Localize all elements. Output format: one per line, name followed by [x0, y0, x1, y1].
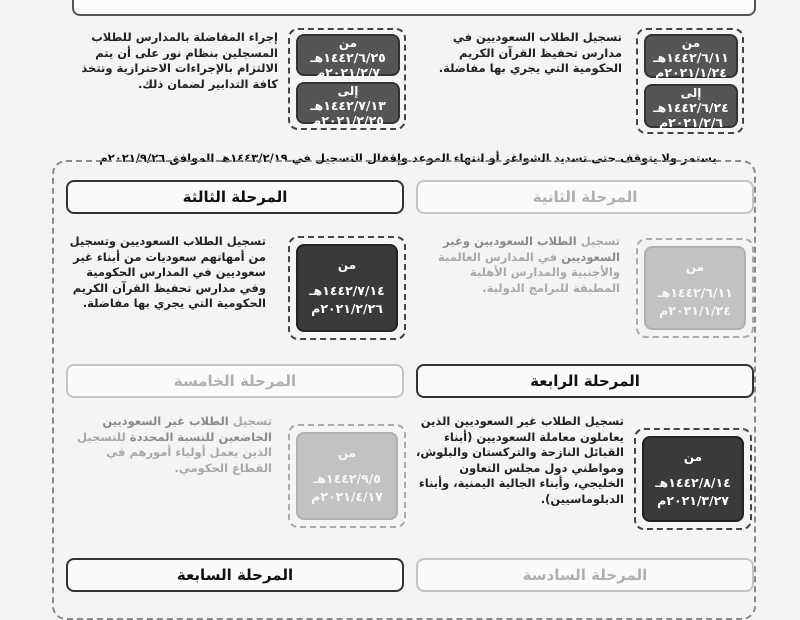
from-date: ١٤٤٢/٦/١١هـ ٢٠٢١/١/٢٤م [657, 285, 733, 318]
phase-fourth-date-box [642, 436, 744, 522]
from-date: ١٤٤٢/٦/١١هـ ٢٠٢١/١/٢٤م [653, 50, 729, 80]
phase-third-date-box [296, 244, 398, 332]
phase-fourth-text: تسجيل الطلاب غير السعوديين الذين يعاملون معاملة السعوديين (أبناء القبائل النازحة والتركستان والبلوش، ومواطني دول مجلس التعاون الخليجي، وأبناء الجالية اليمنية، وأبناء الدبلوماسيين). [415, 414, 624, 506]
top-right-text: تسجيل الطلاب السعوديين في مدارس تحفيظ القرآن الكريم الحكومية التي يجري بها مفاضلة. [438, 30, 622, 75]
top-left-from-box [296, 34, 400, 80]
top-right-to-box [644, 84, 738, 128]
from-label: من [685, 260, 705, 274]
text-lead: تسجيل [232, 414, 272, 428]
from-label: من [681, 36, 701, 50]
from-date: ١٤٤٢/٧/١٤هـ ٢٠٢١/٢/٢٦م [309, 283, 385, 316]
text-highlight: الطلاب غير السعوديين الخاضعين للنسبة المحددة [102, 414, 272, 444]
phase-third-header: المرحلة الثالثة [66, 180, 404, 214]
phase-sixth-header: المرحلة السادسة [416, 558, 754, 592]
to-label: إلى [680, 86, 702, 100]
phase-fourth-header: المرحلة الرابعة [416, 364, 754, 398]
phase-fifth-header: المرحلة الخامسة [66, 364, 404, 398]
from-date: ١٤٤٢/٨/١٤هـ ٢٠٢١/٣/٢٧م [655, 475, 731, 508]
from-label: من [338, 36, 358, 50]
phase-third-text: تسجيل الطلاب السعوديين وتسجيل من أمهاتهم سعوديات من أبناء غير سعوديين في المدارس الحكومية وفي مدارس تحفيظ القرآن الكريم الحكومية التي يجري بها مفاضلة. [69, 234, 266, 310]
text-rest: للتسجيل الذين يعمل أولياء أمورهم في القطاع الحكومي. [77, 429, 272, 475]
top-phase-header [72, 0, 756, 16]
to-date: ١٤٤٢/٧/١٣هـ ٢٠٢١/٢/٢٥م [310, 98, 386, 128]
from-label: من [683, 450, 703, 464]
text-rest: في المدارس العالمية والأجنبية والمدارس الأهلية المطبقة للبرامج الدولية. [438, 249, 620, 295]
phase-fifth-text [66, 414, 272, 476]
to-label: إلى [337, 84, 359, 98]
text-highlight: الطلاب السعوديين وغير السعوديين [443, 234, 620, 264]
text-lead: تسجيل [580, 234, 620, 248]
phase-second-header: المرحلة الثانية [416, 180, 754, 214]
to-date: ١٤٤٢/٦/٢٤هـ ٢٠٢١/٢/٦م [653, 100, 729, 130]
phase-seventh-header: المرحلة السابعة [66, 558, 404, 592]
registration-notice: يستمر ولا يتوقف حتى تسديد الشواغر أو انتهاء الموعد وإقفال التسجيل في ١٤٤٣/٢/١٩هـ الموافق ٢٠٢١/٩/٢٦م [99, 151, 717, 165]
top-right-from-box [644, 34, 738, 78]
top-left-to-box [296, 82, 400, 128]
phase-second-text [424, 234, 620, 296]
phase-fifth-date-box [296, 432, 398, 520]
phase-second-date-box [644, 246, 746, 330]
from-date: ١٤٤٢/٩/٥هـ ٢٠٢١/٤/١٧م [311, 471, 383, 504]
top-left-text: إجراء المفاضلة بالمدارس للطلاب المسجلين بنظام نور على أن يتم الالتزام بالإجراءات الاحترازية وتتخذ كافة التدابير لضمان ذلك. [81, 30, 278, 91]
from-date: ١٤٤٢/٦/٢٥هـ ٢٠٢١/٢/٧م [310, 50, 386, 80]
from-label: من [337, 258, 357, 272]
from-label: من [337, 446, 357, 460]
